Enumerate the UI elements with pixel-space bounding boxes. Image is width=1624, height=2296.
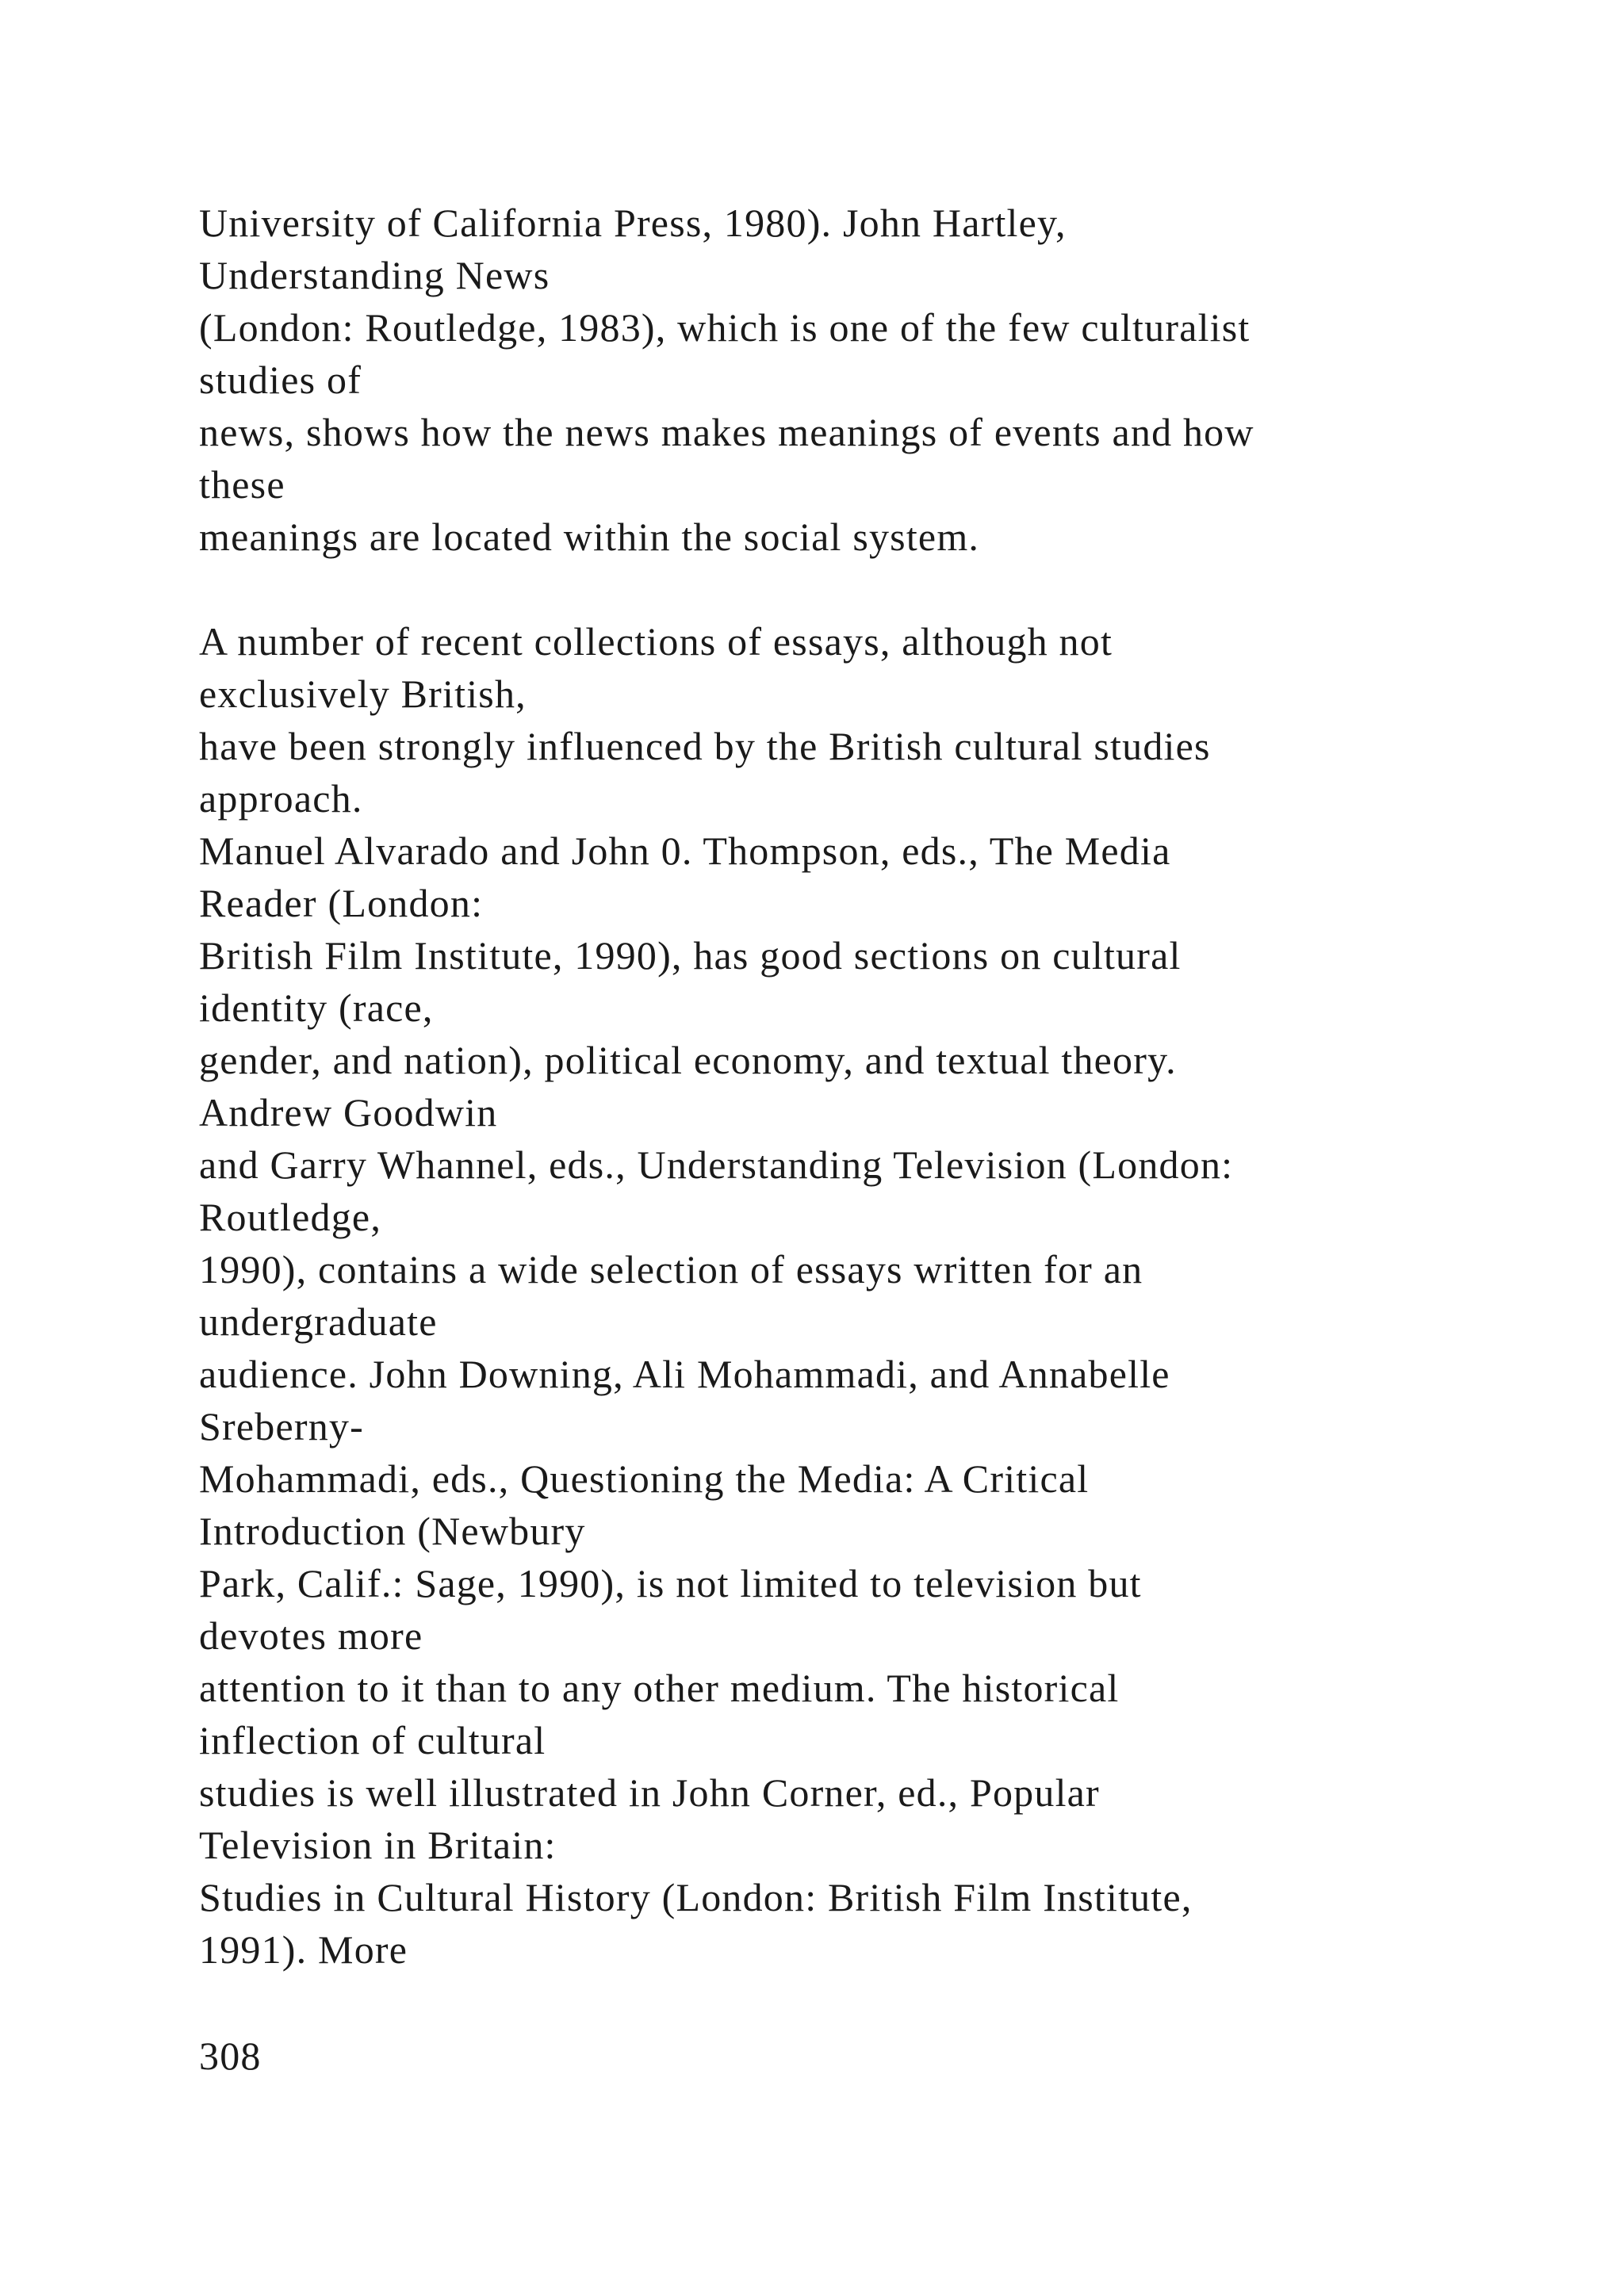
text-line: devotes more [199, 1613, 423, 1658]
text-line: Introduction (Newbury [199, 1509, 586, 1553]
text-line: Television in Britain: [199, 1823, 557, 1867]
text-line: have been strongly influenced by the British cultural studies [199, 724, 1211, 768]
text-line: University of California Press, 1980). John Hartley, [199, 201, 1067, 245]
paragraph-1 [199, 197, 1611, 563]
text-line: attention to it than to any other medium. The historical [199, 1666, 1120, 1710]
text-line: Routledge, [199, 1195, 382, 1239]
text-line: approach. [199, 776, 363, 821]
text-line: 1990), contains a wide selection of essays written for an [199, 1247, 1143, 1292]
text-line: Manuel Alvarado and John 0. Thompson, eds., The Media [199, 828, 1171, 873]
text-line: A number of recent collections of essays, although not [199, 619, 1113, 664]
text-line: Mohammadi, eds., Questioning the Media: A Critical [199, 1456, 1090, 1501]
text-line: news, shows how the news makes meanings of events and how [199, 410, 1254, 454]
text-line: 1991). More [199, 1927, 408, 1972]
text-line: British Film Institute, 1990), has good sections on cultural [199, 933, 1182, 978]
text-line: and Garry Whannel, eds., Understanding Television (London: [199, 1142, 1234, 1187]
text-line: gender, and nation), political economy, and textual theory. [199, 1038, 1177, 1082]
text-line: studies of [199, 358, 362, 402]
text-line: Andrew Goodwin [199, 1090, 498, 1135]
text-line: these [199, 462, 285, 507]
text-line: meanings are located within the social system. [199, 515, 980, 559]
text-line: inflection of cultural [199, 1718, 546, 1762]
text-line: studies is well illustrated in John Corner, ed., Popular [199, 1770, 1100, 1815]
text-line: Studies in Cultural History (London: British Film Institute, [199, 1875, 1193, 1919]
text-line: Park, Calif.: Sage, 1990), is not limited to television but [199, 1561, 1142, 1605]
text-line: Reader (London: [199, 881, 484, 925]
text-line: audience. John Downing, Ali Mohammadi, and Annabelle [199, 1352, 1170, 1396]
text-line: exclusively British, [199, 672, 527, 716]
body-text [199, 197, 1611, 1976]
paragraph-gap [199, 563, 1611, 615]
text-line: (London: Routledge, 1983), which is one of the few culturalist [199, 305, 1251, 350]
text-line: identity (race, [199, 985, 434, 1030]
text-line: Understanding News [199, 253, 550, 297]
text-line: undergraduate [199, 1299, 438, 1344]
page-number: 308 [199, 2034, 262, 2078]
paragraph-2 [199, 615, 1611, 1976]
text-line: Sreberny- [199, 1404, 364, 1448]
